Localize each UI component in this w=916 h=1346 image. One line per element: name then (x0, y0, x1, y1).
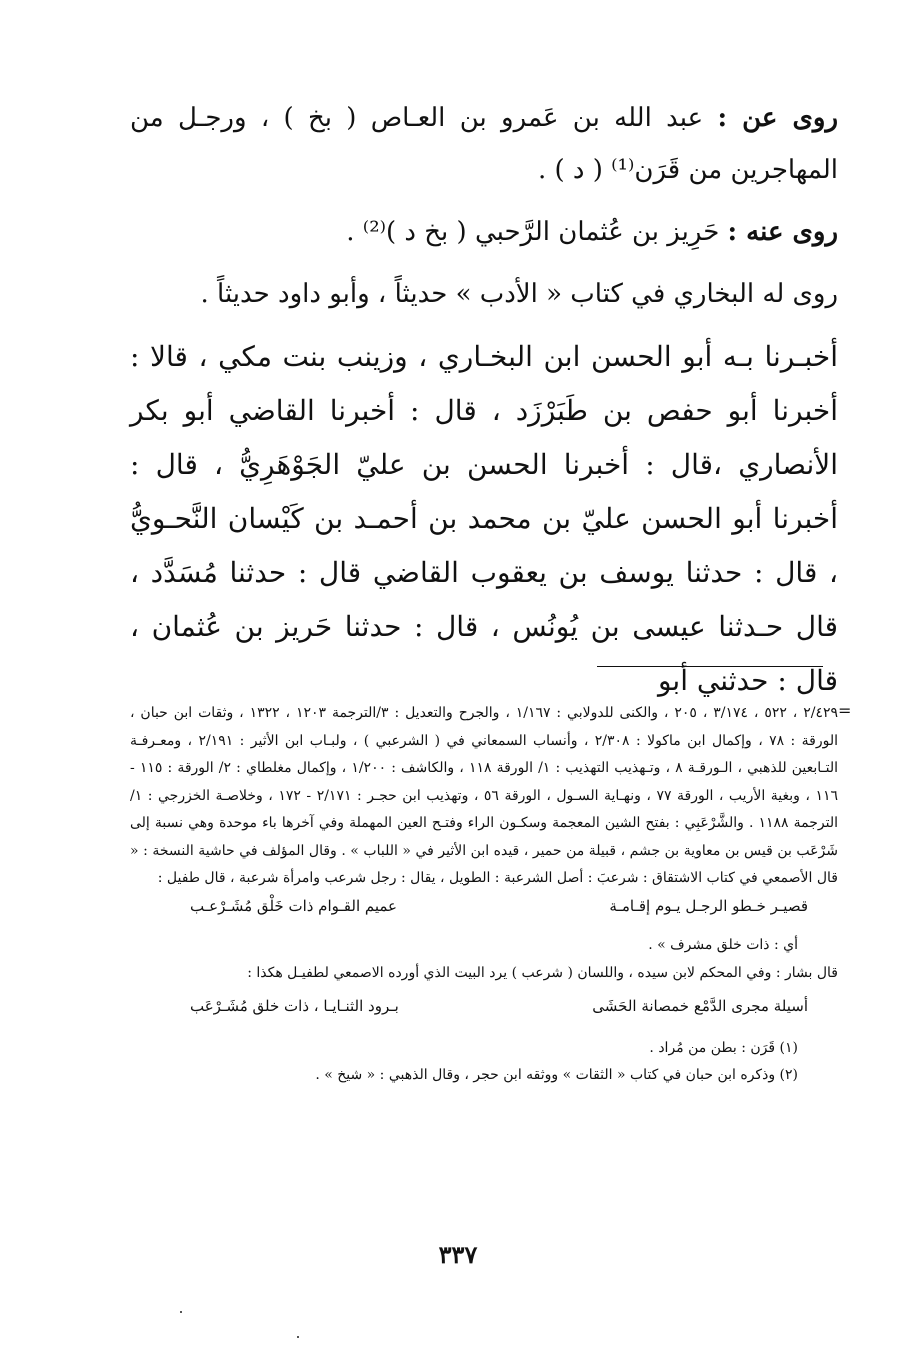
narrated-from-label: روى عن : (717, 103, 839, 133)
reported-by-paragraph: روى له البخاري في كتاب « الأدب » حديثاً ، وأبو داود حديثاً . (200, 279, 838, 309)
footnote-continued: ٢/٤٢٩ ، ٥٢٢ ، ٣/١٧٤ ، ٢٠٥ ، والكنى للدولابي : ١/١٦٧ ، والجرح والتعديل : ٣/الترجمة ١٢٠٣ ، ١٣٢٢ ، وثقات ابن حبان ، الورقة : ٧٨ ، وإكمال ابن ماكولا : ٢/٣٠٨ ، وأنساب السمعاني في ( الشرعبي ) ، ولبـاب ابن الأثير : ٢/١٩١ ، ومعـرفـة التـابعين للذهبي ، الـورقـة ٨ ، وتـهذيب التهذيب : ١/ الورقة ١١٨ ، والكاشف : ١/٢٠٠ ، وإكمال مغلطاي : ٢/ الورقة : ١١٥ - ١١٦ ، وبغية الأريب ، الورقة ٧٧ ، ونهـاية السـول ، الورقة ٥٦ ، وتهذيب ابن حجـر : ٢/١٧١ - ١٧٢ ، وخلاصـة الخزرجي : ١/الترجمة ١١٨٨ . والشَّرْعَبِي : بفتح الشين المعجمة وسكـون الراء وفتـح العين المهملة وفي آخرها باء موحدة وهي نسبة إلى شَرْعَب بن قيس بن معاوية بن جشم ، قبيلة من حمير ، قيده ابن الأثير في « اللباب » . وقال المؤلف في حاشية النسخة : « قال الأصمعي في كتاب الاشتقاق : شرعبَ : أصل الشرعبة : الطويل ، يقال : رجل شرعب وامرأة شرعبة ، قال طفيل : (130, 705, 839, 886)
verse-1-second-hemistich: عميم القـوام ذات خَلْق مُشَـرْعـب (190, 896, 398, 915)
narrated-from-text: عبد الله بن عَمرو بن العـاص ( بخ ) ، ورجـل من المهاجرين من قَرَن⁽¹⁾ ( د ) . (130, 103, 838, 185)
footnotes (130, 700, 838, 1090)
verse-2-first-hemistich: أسيلة مجرى الدَّمْع خمصانة الحَشَى (592, 997, 808, 1015)
continuation-mark: = (838, 701, 852, 720)
footnote-2: (٢) وذكره ابن حبان في كتاب « الثقات » ووثقه ابن حجر ، وقال الذهبي : « شيخ » . (315, 1067, 798, 1083)
page-number: ٣٣٧ (438, 1240, 478, 1269)
narrated-by-paragraph (130, 206, 838, 258)
main-text (130, 92, 838, 708)
verse-1-note: أي : ذات خلق مشرف » . (648, 937, 798, 953)
poem-verse-1 (130, 893, 838, 921)
narrated-by-text: حَرِيز بن عُثمان الرَّحبي ( بخ د )⁽²⁾ . (346, 217, 728, 247)
isnad-paragraph: أخبـرنا بـه أبو الحسن ابن البخـاري ، وزينب بنت مكي ، قالا : أخبرنا أبو حفص بن طَبَرْزَد ، قال : أخبرنا القاضي أبو بكر الأنصاري ،قال : أخبرنا الحسن بن عليّ الجَوْهَرِيُّ ، قال : أخبرنا أبو الحسن عليّ بن محمد بن أحمـد بن كَيْسان النَّحـويُّ ، قال : حدثنا يوسف بن يعقوب القاضي قال : حدثنا مُسَدَّد ، قال حـدثنا عيسى بن يُونُس ، قال : حدثنا حَريز بن عُثمان ، قال : حدثني أبو (130, 340, 838, 697)
editor-note: قال بشار : وفي المحكم لابن سيده ، واللسان ( شرعب ) يرد البيت الذي أورده الاصمعي لطفيـل هكذا : (247, 964, 838, 981)
narrated-from-paragraph (130, 92, 838, 196)
verse-1-first-hemistich: قصيـر خـطو الرجـل يـوم إقـامـة (609, 896, 808, 915)
footnote-1: (١) قَرَن : بطن من مُراد . (649, 1039, 798, 1056)
footnote-separator (597, 666, 823, 667)
narrated-by-label: روى عنه : (727, 217, 838, 247)
poem-verse-2 (130, 993, 838, 1021)
verse-2-second-hemistich: بـرود الثنـايـا ، ذات خلق مُشَـرْعَب (190, 997, 399, 1015)
scan-speck (180, 1311, 182, 1313)
scan-speck (297, 1336, 299, 1338)
